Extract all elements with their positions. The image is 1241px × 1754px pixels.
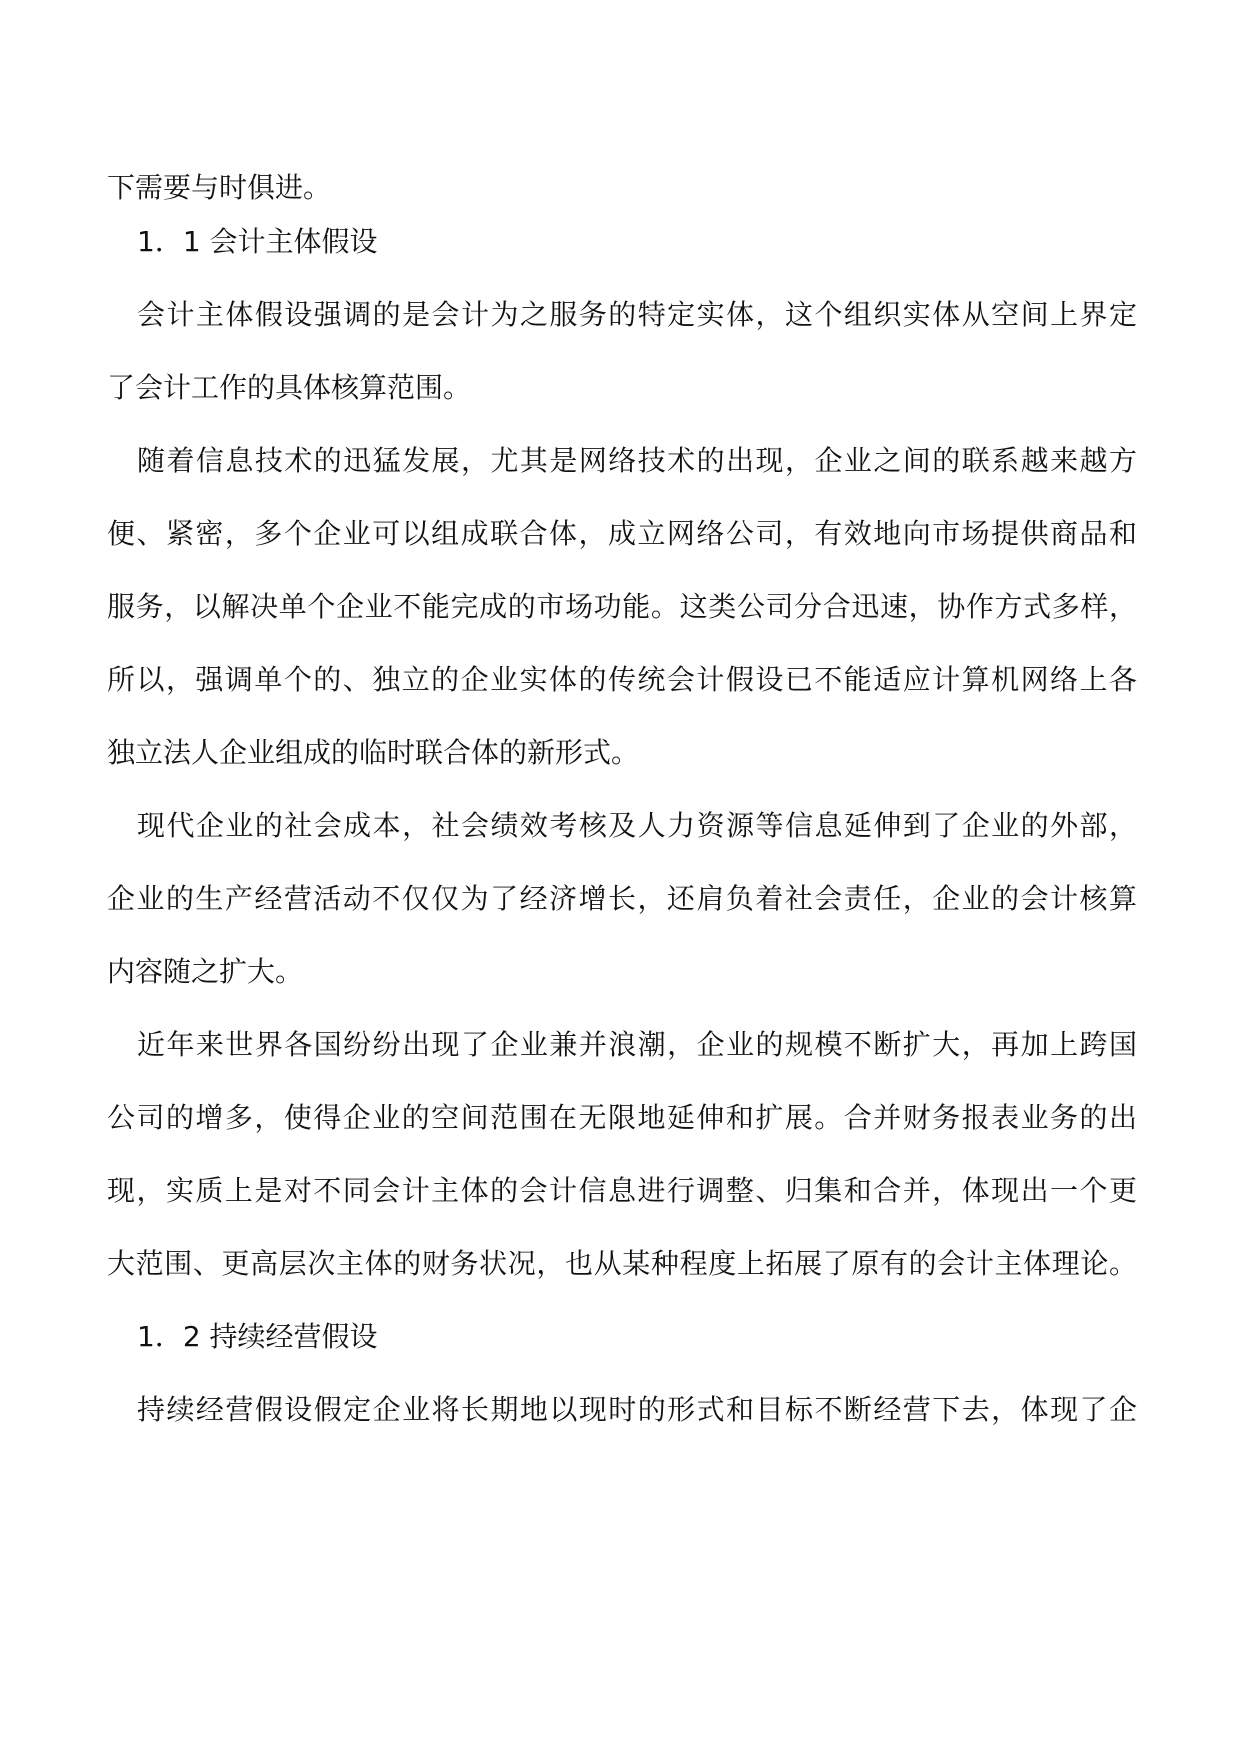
- section-heading: 1．2 持续经营假设: [137, 1320, 378, 1353]
- paragraph-line: 持续经营假设假定企业将长期地以现时的形式和目标不断经营下去，体现了企: [137, 1393, 1137, 1426]
- paragraph-line: 了会计工作的具体核算范围。: [107, 371, 472, 404]
- paragraph-line: 下需要与时俱进。: [107, 171, 332, 204]
- paragraph-line: 公司的增多，使得企业的空间范围在无限地延伸和扩展。合并财务报表业务的出: [107, 1101, 1137, 1134]
- paragraph-line: 所以，强调单个的、独立的企业实体的传统会计假设已不能适应计算机网络上各: [107, 663, 1137, 696]
- paragraph-line: 企业的生产经营活动不仅仅为了经济增长，还肩负着社会责任，企业的会计核算: [107, 882, 1137, 915]
- paragraph-line: 内容随之扩大。: [107, 955, 304, 988]
- paragraph-line: 独立法人企业组成的临时联合体的新形式。: [107, 736, 640, 769]
- paragraph-line: 现，实质上是对不同会计主体的会计信息进行调整、归集和合并，体现出一个更: [107, 1174, 1137, 1207]
- paragraph-line: 便、紧密，多个企业可以组成联合体，成立网络公司，有效地向市场提供商品和: [107, 517, 1137, 550]
- paragraph-line: 近年来世界各国纷纷出现了企业兼并浪潮，企业的规模不断扩大，再加上跨国: [137, 1028, 1137, 1061]
- paragraph-line: 服务，以解决单个企业不能完成的市场功能。这类公司分合迅速，协作方式多样，: [107, 590, 1137, 623]
- paragraph-line: 会计主体假设强调的是会计为之服务的特定实体，这个组织实体从空间上界定: [137, 298, 1137, 331]
- paragraph-line: 随着信息技术的迅猛发展，尤其是网络技术的出现，企业之间的联系越来越方: [137, 444, 1137, 477]
- paragraph-line: 大范围、更高层次主体的财务状况，也从某种程度上拓展了原有的会计主体理论。: [107, 1247, 1137, 1280]
- section-heading: 1．1 会计主体假设: [137, 225, 378, 258]
- paragraph-line: 现代企业的社会成本，社会绩效考核及人力资源等信息延伸到了企业的外部，: [137, 809, 1137, 842]
